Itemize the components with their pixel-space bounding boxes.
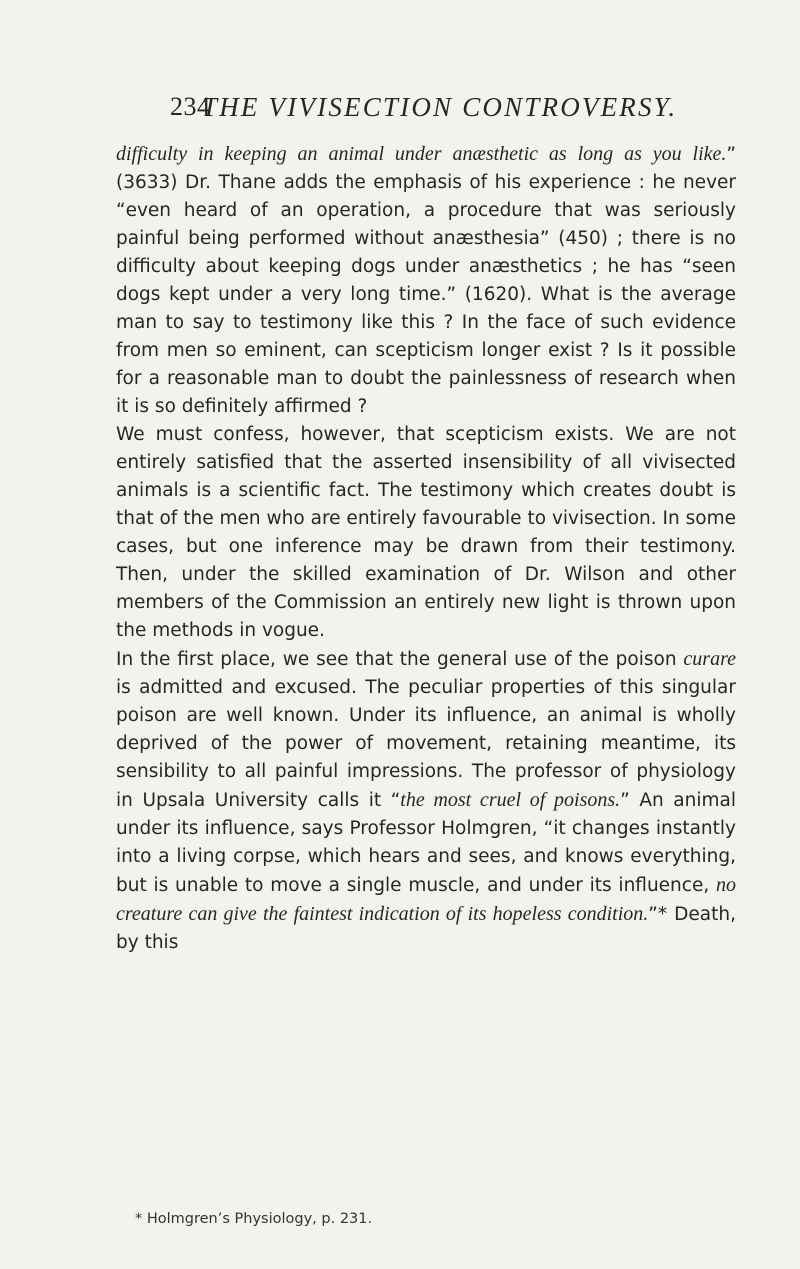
- page-header: [170, 92, 720, 132]
- paragraph-2-text-1: We must confess, however, that scepticism exists. We are not entirely satisfied that the asserted insensibility of all vivisected animals is a scientific fact. The testimony which creates doubt is that of the men who are entirely favourable to vivisection. In some cases, but one inference may be drawn from their testimony. Then, under the skilled examination of Dr. Wilson and other members of the Commission an entirely new light is thrown upon the methods in vogue.: [116, 424, 736, 641]
- paragraph-1: [116, 140, 736, 421]
- paragraph-2: [116, 421, 736, 645]
- paragraph-1-text-2: ” (3633) Dr. Thane adds the emphasis of his experience : he never “even heard of an operation, a procedure that was seriously painful being performed without anæsthesia” (450) ; there is no difficulty about keeping dogs under anæsthetics ; he has “seen dogs kept under a very long time.” (1620). What is the average man to say to testimony like this ? In the face of such evidence from men so eminent, can scepticism longer exist ? Is it possible for a reasonable man to doubt the painlessness of research when it is so definitely affirmed ?: [116, 144, 736, 417]
- paragraph-1-italic-1: difficulty in keeping an animal under anæsthetic as long as you like.: [116, 143, 727, 165]
- paragraph-3: [116, 645, 736, 957]
- paragraph-3-text-3: is admitted and excused. The peculiar properties of this singular poison are well known. Under its influence, an animal is wholly deprived of the power of movement, retaining meantime, its sensibility to all painful impressions. The professor of physiology in Upsala University calls it “: [116, 677, 736, 811]
- running-title: THE VIVISECTION CONTROVERSY.: [202, 92, 678, 122]
- footnote: * Holmgren’s Physiology, p. 231.: [135, 1211, 373, 1227]
- paragraph-3-italic-curare: curare: [683, 648, 736, 670]
- page-number: 234: [170, 92, 211, 121]
- paragraph-3-text-7: ”* Death, by this: [116, 904, 736, 953]
- body-text: [116, 140, 736, 957]
- paragraph-3-italic-quote-1: the most cruel of poisons.: [400, 789, 621, 811]
- paragraph-3-text-1: In the first place, we see that the general use of the poison: [116, 649, 684, 670]
- paragraph-3-italic-quote-2: no creature can give the faintest indication of its hopeless condition.: [116, 874, 736, 925]
- paragraph-3-text-5: ” An animal under its influence, says Professor Holmgren, “it changes instantly into a living corpse, which hears and sees, and knows everything, but is unable to move a single muscle, and under its influence,: [116, 790, 736, 896]
